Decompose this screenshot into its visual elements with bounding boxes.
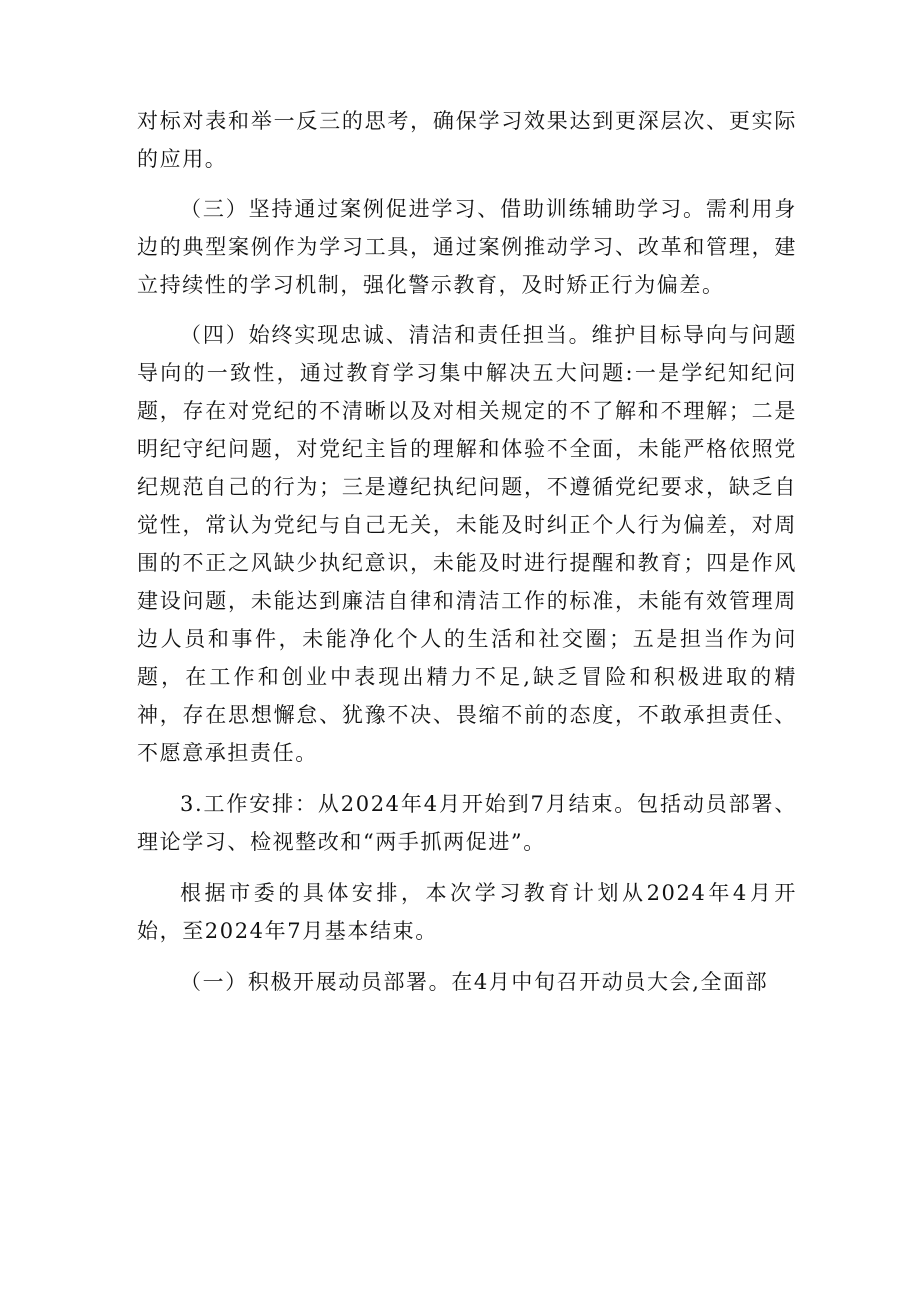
paragraph-mobilization: （一）积极开展动员部署。在4月中旬召开动员大会,全面部: [180, 970, 769, 994]
paragraph-schedule: 根据市委的具体安排，本次学习教育计划从2024年4月开始，至2024年7月基本结束。: [137, 881, 797, 943]
paragraph-five-problems: （四）始终实现忠诚、清洁和责任担当。维护目标导向与问题导向的一致性，通过教育学习集中解决五大问题:一是学纪知纪问题，存在对党纪的不清晰以及对相关规定的不了解和不理解；二是明纪守纪问题，对党纪主旨的理解和体验不全面，未能严格依照党纪规范自己的行为；三是遵纪执纪问题，不遵循党纪要求，缺乏自觉性，常认为党纪与自己无关，未能及时纠正个人行为偏差，对周围的不正之风缺少执纪意识，未能及时进行提醒和教育；四是作风建设问题，未能达到廉洁自律和清洁工作的标准，未能有效管理周边人员和事件，未能净化个人的生活和社交圈；五是担当作为问题，在工作和创业中表现出精力不足,缺乏冒险和积极进取的精神，存在思想懈怠、犹豫不决、畏缩不前的态度，不敢承担责任、不愿意承担责任。: [137, 323, 797, 765]
document-page: [137, 102, 797, 1001]
paragraph-work-arrangement: 3.工作安排：从2024年4月开始到7月结束。包括动员部署、理论学习、检视整改和“两手抓两促进”。: [137, 792, 797, 854]
paragraph-case-learning: （三）坚持通过案例促进学习、借助训练辅助学习。需利用身边的典型案例作为学习工具，通过案例推动学习、改革和管理，建立持续性的学习机制，强化警示教育，及时矫正行为偏差。: [137, 197, 797, 297]
paragraph-learning-effect: 对标对表和举一反三的思考，确保学习效果达到更深层次、更实际的应用。: [137, 109, 797, 171]
